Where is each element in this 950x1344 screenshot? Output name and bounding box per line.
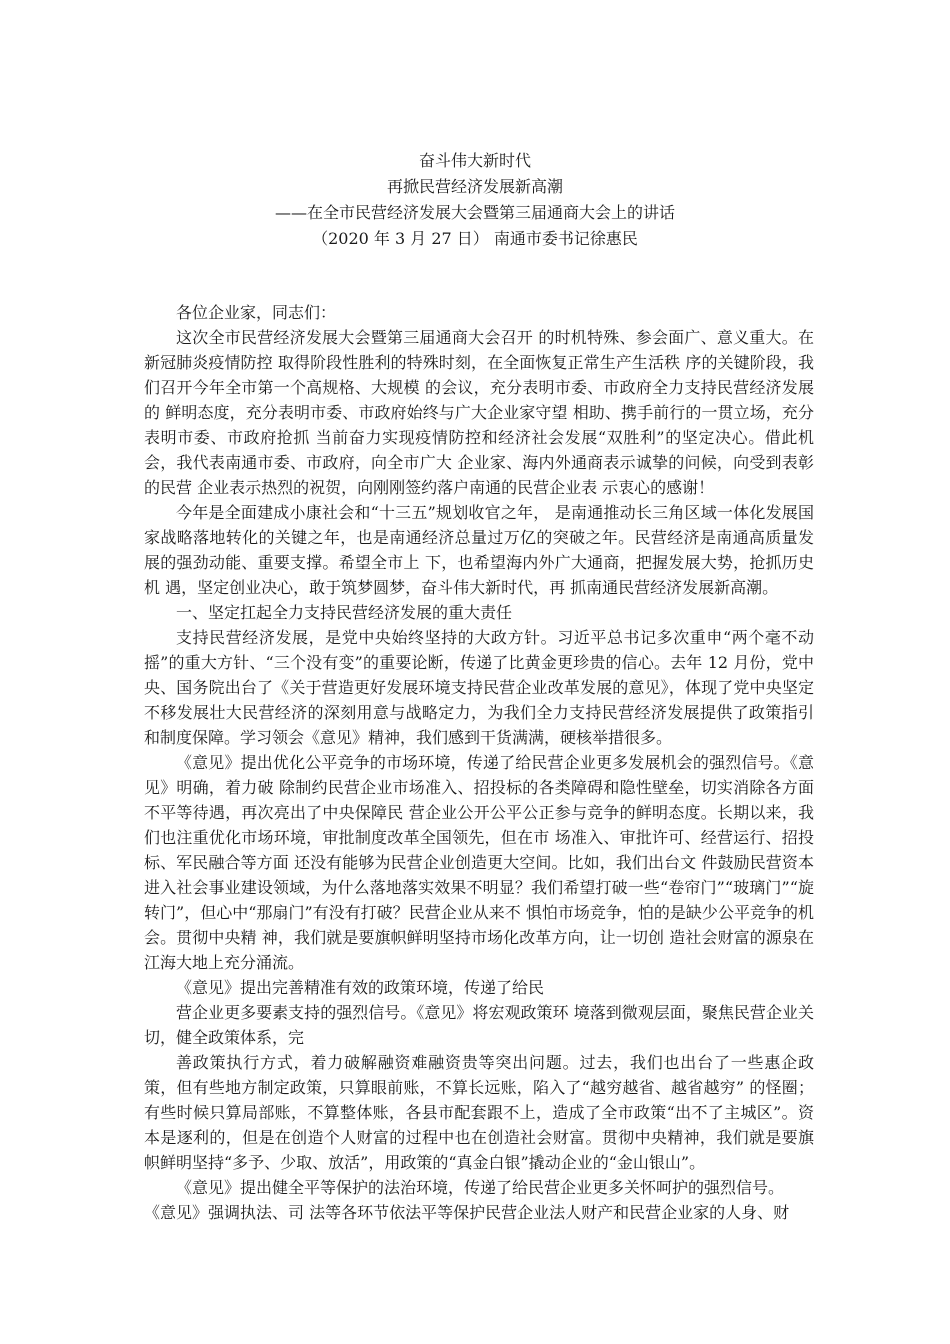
subtitle: 再掀民营经济发展新高潮: [386, 177, 563, 196]
paragraph: 《意见》提出健全平等保护的法治环境，传递了给民营企业更多关怀呵护的强烈信号。: [176, 1178, 785, 1197]
paragraph: 这次全市民营经济发展大会暨第三届通商大会召开 的时机特殊、参会面广、意义重大。在新冠肺炎疫情防控 取得阶段性胜利的特殊时刻，在全面恢复正常生产生活秩 序的关键阶段，我们召开今年全市第一个高规格、大规模 的会议，充分表明市委、市政府全力支持民营经济发展的 鲜明态度，充分表明市委、市政府始终与广大企业家守望 相助、携手前行的一贯立场，充分表明市委、市政府抢抓 当前奋力实现疫情防控和经济社会发展“双胜利”的坚定决心。借此机会，我代表南通市委、市政府，向全市广大 企业家、海内外通商表示诚挚的问候，向受到表彰的民营 企业表示热烈的祝贺，向刚刚签约落户南通的民营企业表 示衷心的感谢！: [144, 328, 814, 497]
paragraph: 善政策执行方式，着力破解融资难融资贵等突出问题。过去，我们也出台了一些惠企政策，但有些地方制定政策，只算眼前账，不算长远账，陷入了“越穷越省、越省越穷” 的怪圈；有些时候只算局部账，不算整体账，各县市配套跟不上，造成了全市政策“出不了主城区”。资本是逐利的，但是在创造个人财富的过程中也在创造社会财富。贯彻中央精神，我们就是要旗帜鲜明坚持“多予、少取、放活”，用政策的“真金白银”撬动企业的“金山银山”。: [144, 1053, 814, 1172]
title-block: [0, 148, 950, 252]
main-title: 奋斗伟大新时代: [418, 151, 531, 170]
section-heading: 一、坚定扛起全力支持民营经济发展的重大责任: [176, 603, 513, 622]
paragraph: 《意见》提出完善精准有效的政策环境，传递了给民: [176, 978, 545, 997]
salutation: 各位企业家，同志们：: [176, 303, 337, 322]
paragraph: 《意见》强调执法、司 法等各环节依法平等保护民营企业法人财产和民营企业家的人身、财: [144, 1203, 790, 1222]
speech-body: [144, 300, 814, 1225]
paragraph: 支持民营经济发展，是党中央始终坚持的大政方针。习近平总书记多次重申“两个毫不动摇”的重大方针、“三个没有变”的重要论断，传递了比黄金更珍贵的信心。去年 12 月份，党中央、国务院出台了《关于营造更好发展环境支持民营企业改革发展的意见》，体现了党中央坚定不移发展壮大民营经济的深刻用意与战略定力，为我们全力支持民营经济发展提供了政策指引和制度保障。学习领会《意见》精神，我们感到干货满满，硬核举措很多。: [144, 628, 814, 747]
speech-occasion: ——在全市民营经济发展大会暨第三届通商大会上的讲话: [274, 203, 675, 222]
paragraph: 今年是全面建成小康社会和“十三五”规划收官之年， 是南通推动长三角区域一体化发展国家战略落地转化的关键之年，也是南通经济总量过万亿的突破之年。民营经济是南通高质量发展的强劲动能、重要支撑。希望全市上 下，也希望海内外广大通商，把握发展大势，抢抓历史机 遇，坚定创业决心，敢于筑梦圆梦，奋斗伟大新时代，再 抓南通民营经济发展新高潮。: [144, 503, 814, 597]
paragraph: 营企业更多要素支持的强烈信号。《意见》将宏观政策环 境落到微观层面，聚焦民营企业关切，健全政策体系，完: [144, 1003, 814, 1047]
date-and-speaker: （2020 年 3 月 27 日） 南通市委书记徐惠民: [312, 229, 638, 248]
paragraph: 《意见》提出优化公平竞争的市场环境，传递了给民营企业更多发展机会的强烈信号。《意见》明确，着力破 除制约民营企业市场准入、招投标的各类障碍和隐性壁垒，切实消除各方面不平等待遇，再次亮出了中央保障民 营企业公开公平公正参与竞争的鲜明态度。长期以来，我 们也注重优化市场环境，审批制度改革全国领先，但在市 场准入、审批许可、经营运行、招投标、军民融合等方面 还没有能够为民营企业创造更大空间。比如，我们出台文 件鼓励民营资本进入社会事业建设领域，为什么落地落实效果不明显？我们希望打破一些“卷帘门”“玻璃门”“旋转门”，但心中“那扇门”有没有打破？民营企业从来不 惧怕市场竞争，怕的是缺少公平竞争的机会。贯彻中央精 神，我们就是要旗帜鲜明坚持市场化改革方向，让一切创 造社会财富的源泉在江海大地上充分涌流。: [144, 753, 814, 972]
